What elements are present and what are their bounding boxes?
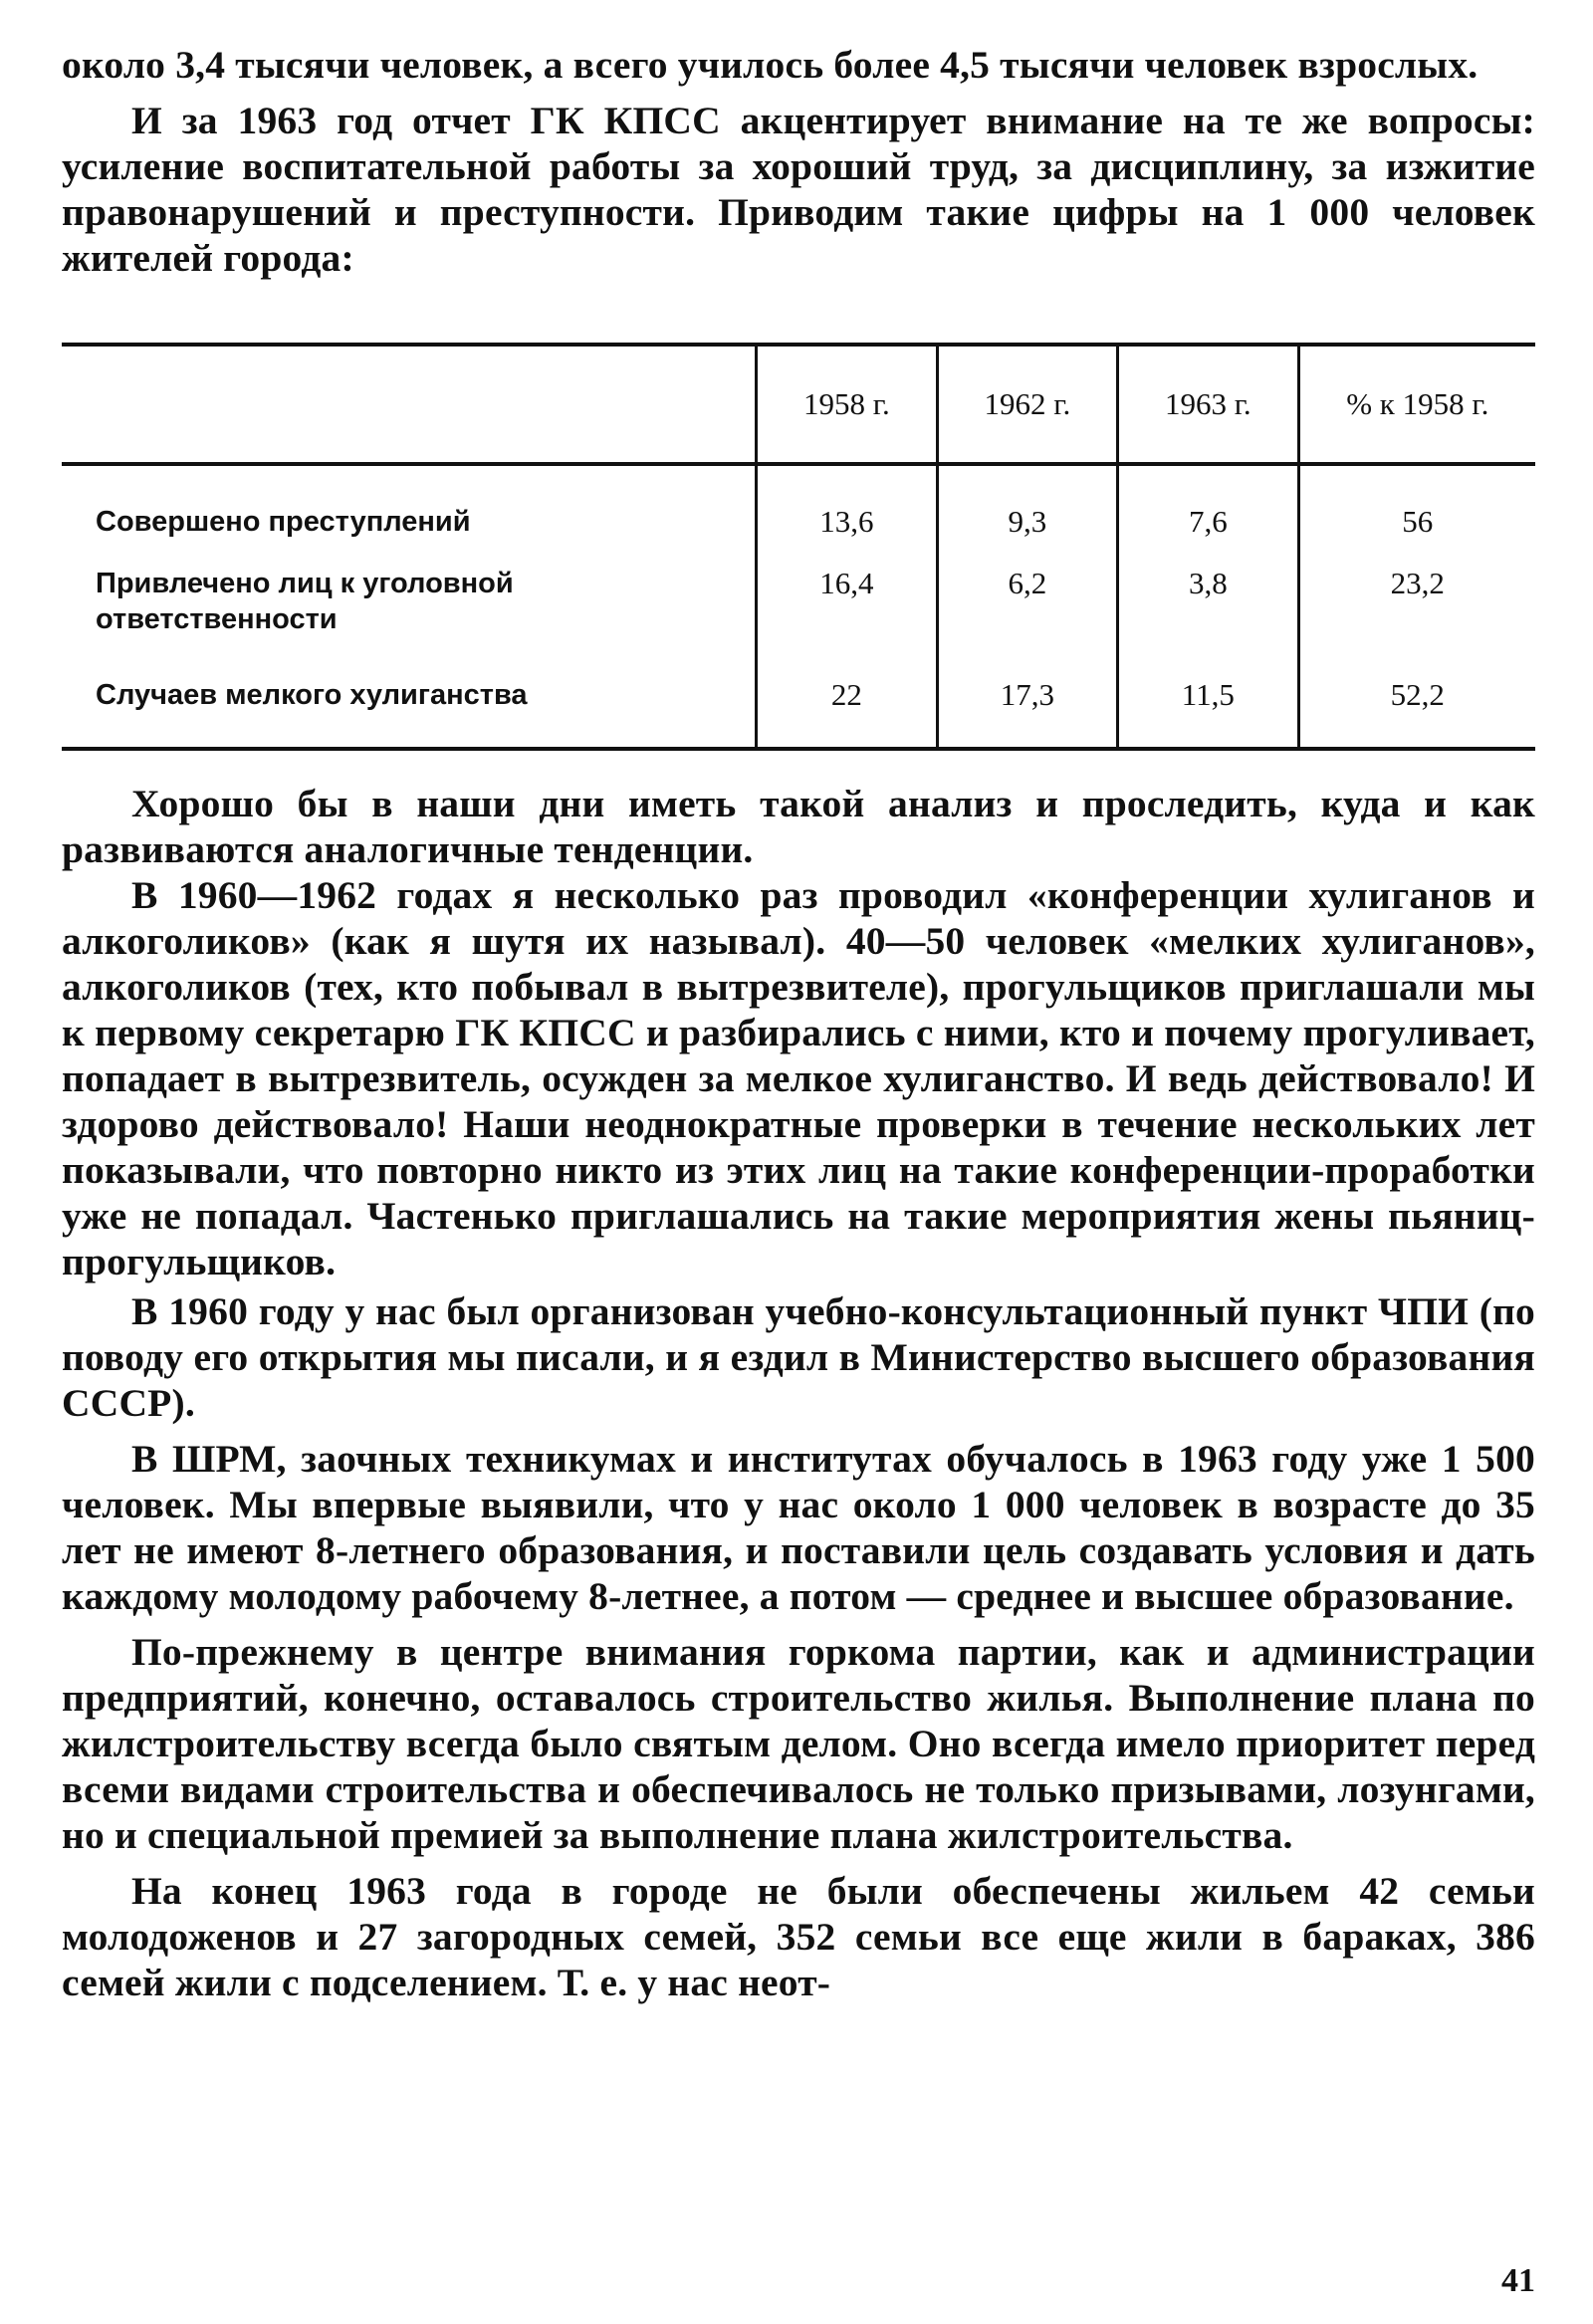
statistics-table-wrapper xyxy=(62,343,1535,751)
paragraph: Хорошо бы в наши дни иметь такой анализ и проследить, куда и как развиваются аналогичные тенденции. xyxy=(62,782,1535,871)
paragraph: около 3,4 тысячи человек, а всего училось более 4,5 тысячи человек взрослых. xyxy=(62,43,1479,87)
table-header-row xyxy=(62,345,1535,464)
table-cell: 13,6 xyxy=(757,464,937,540)
table-row xyxy=(62,464,1535,540)
table-cell: 6,2 xyxy=(937,540,1117,637)
row-label: Привлечено лиц к уголовной ответственности xyxy=(96,568,514,635)
page-number: 41 xyxy=(1501,2262,1535,2299)
header-cell-percent: % к 1958 г. xyxy=(1298,345,1535,464)
table-row xyxy=(62,637,1535,749)
table-row xyxy=(62,540,1535,637)
table-cell: 7,6 xyxy=(1118,464,1298,540)
row-label: Совершено преступлений xyxy=(96,506,471,538)
table-cell: 22 xyxy=(757,637,937,749)
crime-statistics-table xyxy=(62,343,1535,751)
book-page xyxy=(62,42,1535,2005)
table-cell: 3,8 xyxy=(1118,540,1298,637)
paragraph: И за 1963 год отчет ГК КПСС акцентирует внимание на те же вопросы: усиление воспитательной работы за хороший труд, за дисциплину, за изжитие правонарушений и преступности. Приводим такие цифры на 1 000 человек жителей города: xyxy=(62,99,1535,280)
table-cell: 56 xyxy=(1298,464,1535,540)
table-cell: 9,3 xyxy=(937,464,1117,540)
header-cell-1963: 1963 г. xyxy=(1118,345,1298,464)
header-cell-empty xyxy=(62,345,757,464)
table-cell: 11,5 xyxy=(1118,637,1298,749)
table-cell: 17,3 xyxy=(937,637,1117,749)
row-label: Случаев мелкого хулиганства xyxy=(96,679,528,711)
table-cell: 52,2 xyxy=(1298,637,1535,749)
paragraph: В 1960 году у нас был организован учебно-консультационный пункт ЧПИ (по поводу его открытия мы писали, и я ездил в Министерство высшего образования СССР). xyxy=(62,1289,1535,1425)
table-cell: 23,2 xyxy=(1298,540,1535,637)
header-cell-1962: 1962 г. xyxy=(937,345,1117,464)
paragraph: В 1960—1962 годах я несколько раз проводил «конференции хулиганов и алкоголиков» (как я шутя их называл). 40—50 человек «мелких хулиганов», алкоголиков (тех, кто побывал в вытрезвителе), прогульщиков приглашали мы к первому секретарю ГК КПСС и разбирались с ними, кто и почему прогуливает, попадает в вытрезвитель, осужден за мелкое хулиганство. И ведь действовало! И здорово действовало! Наши неоднократные проверки в течение нескольких лет показывали, что повторно никто из этих лиц на такие конференции-проработки уже не попадал. Частенько приглашались на такие мероприятия жены пьяниц-прогульщиков. xyxy=(62,873,1535,1283)
header-cell-1958: 1958 г. xyxy=(757,345,937,464)
paragraph: На конец 1963 года в городе не были обеспечены жильем 42 семьи молодоженов и 27 загородных семей, 352 семьи все еще жили в бараках, 386 семей жили с подселением. Т. е. у нас неот- xyxy=(62,1869,1535,2004)
paragraph: По-прежнему в центре внимания горкома партии, как и администрации предприятий, конечно, оставалось строительство жилья. Выполнение плана по жилстроительству всегда было святым делом. Оно всегда имело приоритет перед всеми видами строительства и обеспечивалось не только призывами, лозунгами, но и специальной премией за выполнение плана жилстроительства. xyxy=(62,1630,1535,1857)
paragraph: В ШРМ, заочных техникумах и институтах обучалось в 1963 году уже 1 500 человек. Мы впервые выявили, что у нас около 1 000 человек в возрасте до 35 лет не имеют 8-летнего образования, и поставили цель создавать условия и дать каждому молодому рабочему 8-летнее, а потом — среднее и высшее образование. xyxy=(62,1437,1535,1618)
table-cell: 16,4 xyxy=(757,540,937,637)
